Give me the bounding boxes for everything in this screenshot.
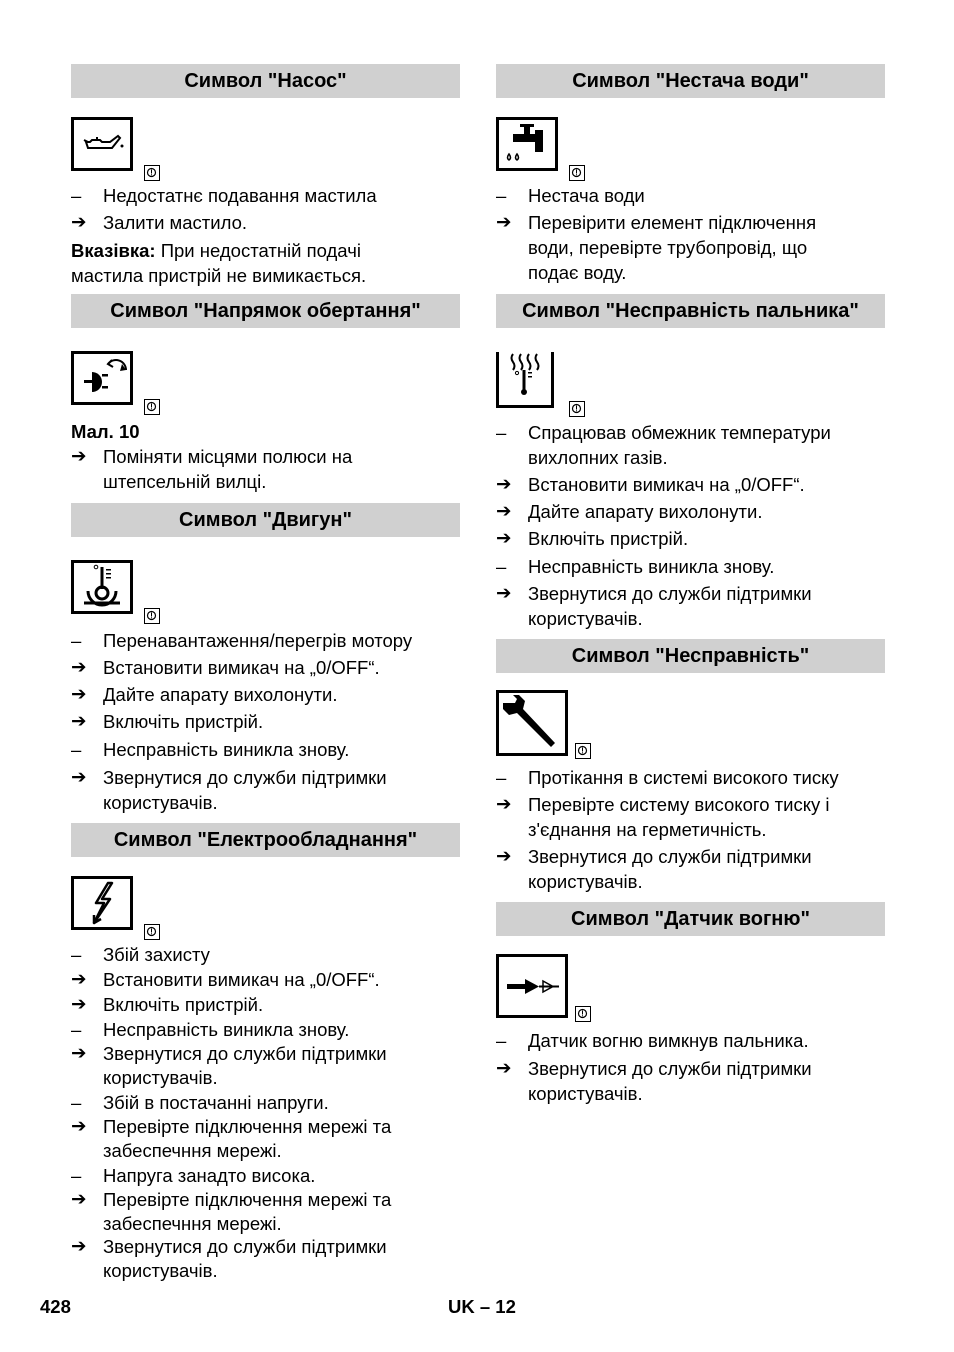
list-item-text: Збій в постачанні напруги. [103, 1092, 329, 1113]
list-item-text: Спрацював обмежник температури [528, 422, 831, 443]
list-item-text: Залити мастило. [103, 212, 248, 233]
list-item-text: Протікання в системі високого тиску [528, 767, 839, 788]
section-heading-motor: Символ "Двигун" [71, 503, 460, 537]
arrow-bullet-icon: ➔ [71, 684, 87, 705]
list-item-text: Встановити вимикач на „0/OFF“. [528, 474, 805, 495]
list-item-text: користувачів. [528, 871, 643, 892]
list-item-text: Перевірити елемент підключення [528, 212, 817, 233]
list-item-text [103, 765, 387, 815]
dash-bullet: – [71, 1019, 82, 1040]
arrow-bullet-icon: ➔ [496, 1058, 512, 1079]
list-item-text: Звернутися до служби підтримки [103, 1236, 387, 1257]
list-item-text: Включіть пристрій. [528, 528, 689, 549]
list-item-text: Недостатнє подавання мастила [103, 185, 377, 206]
arrow-bullet-icon: ➔ [496, 528, 512, 549]
list-item-text [528, 581, 812, 631]
arrow-bullet-icon: ➔ [496, 846, 512, 867]
list-item-text: Звернутися до служби підтримки [103, 767, 387, 788]
arrow-bullet-icon: ➔ [71, 657, 87, 678]
section-heading-water: Символ "Нестача води" [496, 64, 885, 98]
arrow-bullet-icon: ➔ [71, 711, 87, 732]
page-number: 428 [40, 1296, 71, 1317]
info-symbol-icon [144, 608, 160, 624]
info-symbol-icon [575, 1006, 591, 1022]
flame-sensor-icon [496, 954, 568, 1018]
list-item-text [103, 1188, 391, 1236]
section-heading-pump: Символ "Насос" [71, 64, 460, 98]
arrow-bullet-icon: ➔ [71, 969, 87, 990]
dash-bullet: – [71, 185, 82, 206]
list-item-text [528, 792, 830, 842]
motor-temperature-icon [71, 560, 133, 614]
info-symbol-icon [144, 165, 160, 181]
info-symbol-icon [569, 165, 585, 181]
list-item-text: Звернутися до служби підтримки [528, 1058, 812, 1079]
note-label: Вказівка: [71, 240, 156, 261]
wrench-icon [496, 690, 568, 756]
list-item-text: Звернутися до служби підтримки [103, 1043, 387, 1064]
arrow-bullet-icon: ➔ [71, 1043, 87, 1064]
arrow-bullet-icon: ➔ [71, 767, 87, 788]
arrow-bullet-icon: ➔ [71, 994, 87, 1015]
dash-bullet: – [496, 556, 507, 577]
burner-heat-icon [496, 352, 554, 408]
list-item-text: води, перевірте трубопровід, що [528, 237, 808, 258]
list-item-text: Нестача води [528, 185, 645, 206]
list-item-text: Встановити вимикач на „0/OFF“. [103, 969, 380, 990]
list-item-text [528, 210, 816, 285]
list-item-text: Несправність виникла знову. [528, 556, 775, 577]
dash-bullet: – [496, 422, 507, 443]
list-item-text: Перевірте підключення мережі та [103, 1189, 392, 1210]
water-tap-icon [496, 117, 558, 171]
list-item-text: Датчик вогню вимкнув пальника. [528, 1030, 809, 1051]
list-item-text: користувачів. [103, 1260, 218, 1281]
dash-bullet: – [496, 767, 507, 788]
list-item-text: Дайте апарату вихолонути. [103, 684, 338, 705]
info-symbol-icon [575, 743, 591, 759]
section-heading-fault: Символ "Несправність" [496, 639, 885, 673]
dash-bullet: – [71, 944, 82, 965]
list-item-text: Перевірте підключення мережі та [103, 1116, 392, 1137]
arrow-bullet-icon: ➔ [496, 212, 512, 233]
arrow-bullet-icon: ➔ [496, 583, 512, 604]
list-item-text: Перенавантаження/перегрів мотору [103, 630, 413, 651]
section-heading-flame: Символ "Датчик вогню" [496, 902, 885, 936]
list-item-text [103, 444, 352, 494]
info-symbol-icon [144, 924, 160, 940]
list-item-text: користувачів. [103, 1067, 218, 1088]
list-item-text: забеспечння мережі. [103, 1213, 282, 1234]
dash-bullet: – [71, 739, 82, 760]
dash-bullet: – [71, 1092, 82, 1113]
list-item-text: Звернутися до служби підтримки [528, 583, 812, 604]
list-item-text: Несправність виникла знову. [103, 739, 350, 760]
list-item-text: користувачів. [103, 792, 218, 813]
info-symbol-icon [144, 399, 160, 415]
dash-bullet: – [71, 630, 82, 651]
arrow-bullet-icon: ➔ [71, 1116, 87, 1137]
arrow-bullet-icon: ➔ [71, 446, 87, 467]
arrow-bullet-icon: ➔ [496, 501, 512, 522]
list-item-text: Дайте апарату вихолонути. [528, 501, 763, 522]
arrow-bullet-icon: ➔ [496, 474, 512, 495]
list-item-text [103, 1115, 391, 1163]
list-item-text: Поміняти місцями полюси на [103, 446, 353, 467]
note-continuation: мастила пристрій не вимикається. [71, 265, 367, 286]
dash-bullet: – [496, 1030, 507, 1051]
note: Вказівка: При недостатній подачі [71, 240, 361, 261]
list-item-text: користувачів. [528, 1083, 643, 1104]
list-item-text [528, 420, 831, 470]
list-item-text [528, 844, 812, 894]
list-item-text [103, 1042, 387, 1090]
list-item-text: штепсельній вилці. [103, 471, 267, 492]
list-item-text [103, 1235, 387, 1283]
list-item-text: Включіть пристрій. [103, 994, 264, 1015]
lightning-icon [71, 876, 133, 930]
list-item-text: Перевірте систему високого тиску і [528, 794, 830, 815]
section-page-label: UK – 12 [448, 1296, 516, 1317]
list-item-text: Напруга занадто висока. [103, 1165, 316, 1186]
section-heading-electrical: Символ "Електрообладнання" [71, 823, 460, 857]
list-item-text: з'єднання на герметичність. [528, 819, 767, 840]
figure-label: Мал. 10 [71, 421, 140, 442]
section-heading-burner: Символ "Несправність пальника" [496, 294, 885, 328]
list-item-text: Звернутися до служби підтримки [528, 846, 812, 867]
dash-bullet: – [496, 185, 507, 206]
list-item-text: Несправність виникла знову. [103, 1019, 350, 1040]
arrow-bullet-icon: ➔ [71, 1236, 87, 1257]
list-item-text: Включіть пристрій. [103, 711, 264, 732]
dash-bullet: – [71, 1165, 82, 1186]
list-item-text: Збій захисту [103, 944, 210, 965]
list-item-text: користувачів. [528, 608, 643, 629]
arrow-bullet-icon: ➔ [71, 212, 87, 233]
section-heading-rotation: Символ "Напрямок обертання" [71, 294, 460, 328]
arrow-bullet-icon: ➔ [71, 1189, 87, 1210]
list-item-text [528, 1056, 812, 1106]
list-item-text: Встановити вимикач на „0/OFF“. [103, 657, 380, 678]
oil-can-icon [71, 117, 133, 171]
info-symbol-icon [569, 401, 585, 417]
list-item-text: вихлопних газів. [528, 447, 668, 468]
arrow-bullet-icon: ➔ [496, 794, 512, 815]
list-item-text: подає воду. [528, 262, 627, 283]
list-item-text: забеспечння мережі. [103, 1140, 282, 1161]
plug-rotation-icon [71, 351, 133, 405]
